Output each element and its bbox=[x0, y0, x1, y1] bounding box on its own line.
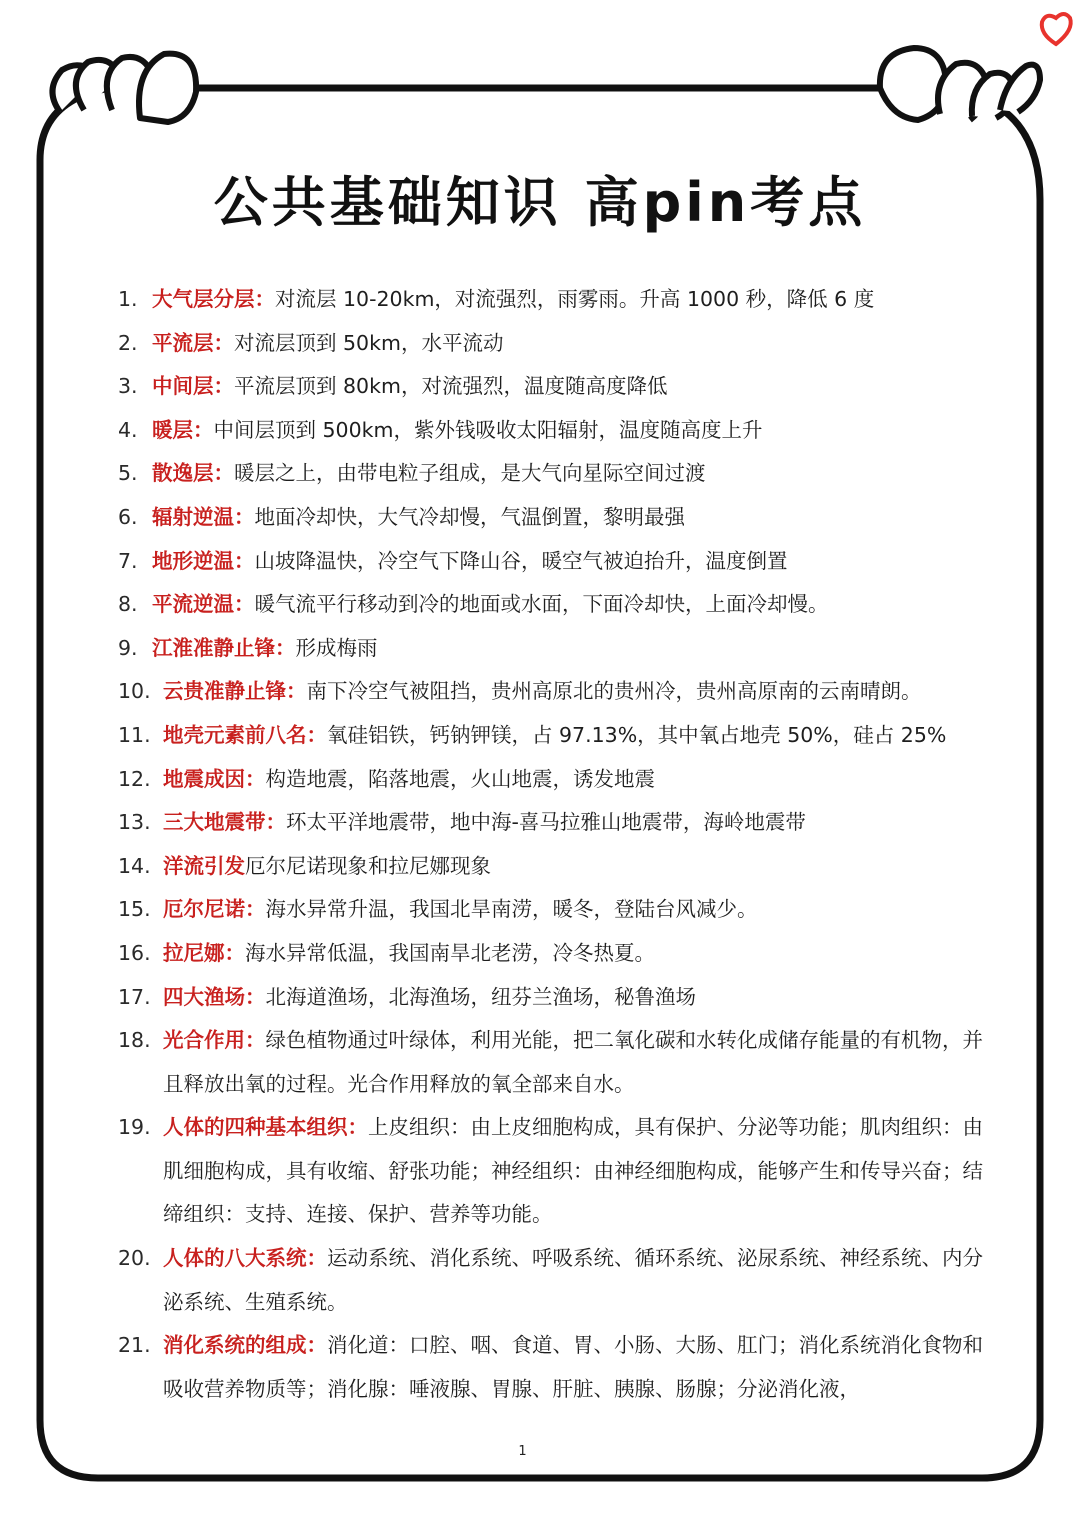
item-term: 云贵准静止锋： bbox=[163, 679, 307, 704]
item-term: 平流逆温： bbox=[152, 592, 255, 617]
list-item bbox=[118, 670, 998, 714]
item-term: 三大地震带： bbox=[163, 810, 286, 835]
list-item bbox=[118, 322, 998, 366]
list-item bbox=[118, 409, 998, 453]
item-text: 海水异常升温，我国北旱南涝，暖冬，登陆台风减少。 bbox=[265, 897, 758, 922]
item-number: 17. bbox=[118, 984, 151, 1009]
list-item bbox=[118, 540, 998, 584]
item-text: 形成梅雨 bbox=[295, 635, 378, 660]
item-term: 江淮准静止锋： bbox=[152, 635, 296, 660]
list-item bbox=[118, 1237, 998, 1324]
list-item bbox=[118, 801, 998, 845]
item-term: 人体的四种基本组织： bbox=[163, 1115, 368, 1140]
item-term: 辐射逆温： bbox=[152, 504, 255, 529]
item-text: 氧硅铝铁，钙钠钾镁，占 97.13%，其中氧占地壳 50%，硅占 25% bbox=[327, 722, 947, 747]
item-number: 16. bbox=[118, 940, 151, 965]
item-number: 13. bbox=[118, 810, 151, 835]
list-item bbox=[118, 452, 998, 496]
list-item bbox=[118, 1106, 998, 1237]
item-text: 地面冷却快，大气冷却慢，气温倒置，黎明最强 bbox=[254, 504, 685, 529]
heart-icon bbox=[1042, 14, 1071, 44]
item-number: 10. bbox=[118, 679, 151, 704]
list-item bbox=[118, 714, 998, 758]
item-term: 地壳元素前八名： bbox=[163, 722, 327, 747]
item-term: 人体的八大系统： bbox=[163, 1246, 327, 1271]
item-number: 19. bbox=[118, 1115, 151, 1140]
item-number: 3. bbox=[118, 374, 138, 399]
item-number: 14. bbox=[118, 853, 151, 878]
item-text: 海水异常低温，我国南旱北老涝，冷冬热夏。 bbox=[245, 940, 655, 965]
item-term: 光合作用： bbox=[163, 1028, 266, 1053]
item-text: 消化道：口腔、咽、食道、胃、小肠、大肠、肛门；消化系统消化食物和吸收营养物质等；消化腺：唾液腺、胃腺、肝脏、胰腺、肠腺；分泌消化液， bbox=[163, 1333, 983, 1401]
item-number: 9. bbox=[118, 635, 138, 660]
knowledge-list bbox=[118, 278, 998, 1411]
item-number: 5. bbox=[118, 461, 138, 486]
item-term: 地震成因： bbox=[163, 766, 266, 791]
item-text: 环太平洋地震带，地中海-喜马拉雅山地震带，海岭地震带 bbox=[286, 810, 806, 835]
page-title: 公共基础知识 高pin考点 bbox=[213, 171, 867, 234]
item-number: 20. bbox=[118, 1246, 151, 1271]
item-term: 消化系统的组成： bbox=[163, 1333, 327, 1358]
list-item bbox=[118, 845, 998, 889]
item-text: 南下冷空气被阻挡，贵州高原北的贵州冷，贵州高原南的云南晴朗。 bbox=[306, 679, 922, 704]
list-item bbox=[118, 888, 998, 932]
item-number: 2. bbox=[118, 330, 138, 355]
item-term: 厄尔尼诺： bbox=[163, 897, 266, 922]
list-item bbox=[118, 932, 998, 976]
list-item bbox=[118, 1324, 998, 1411]
list-item bbox=[118, 365, 998, 409]
list-item bbox=[118, 278, 998, 322]
list-item bbox=[118, 627, 998, 671]
item-term: 大气层分层： bbox=[152, 287, 275, 311]
item-number: 1. bbox=[118, 287, 138, 311]
item-text: 平流层顶到 80km，对流强烈，温度随高度降低 bbox=[234, 374, 668, 399]
item-term: 散逸层： bbox=[152, 461, 234, 486]
page-number: 1 bbox=[518, 1444, 527, 1459]
item-number: 12. bbox=[118, 766, 151, 791]
item-number: 15. bbox=[118, 897, 151, 922]
item-text: 运动系统、消化系统、呼吸系统、循环系统、泌尿系统、神经系统、内分泌系统、生殖系统。 bbox=[163, 1246, 983, 1314]
cartoon-hand-right-icon bbox=[880, 48, 1040, 120]
list-item bbox=[118, 583, 998, 627]
item-text: 构造地震，陷落地震，火山地震，诱发地震 bbox=[265, 766, 655, 791]
item-term: 中间层： bbox=[152, 374, 234, 399]
list-item bbox=[118, 1019, 998, 1106]
list-item bbox=[118, 976, 998, 1020]
item-text: 北海道渔场，北海渔场，纽芬兰渔场，秘鲁渔场 bbox=[265, 984, 696, 1009]
item-term: 平流层： bbox=[152, 330, 234, 355]
item-number: 7. bbox=[118, 548, 138, 573]
item-term: 地形逆温： bbox=[152, 548, 255, 573]
item-text: 中间层顶到 500km，紫外钱吸收太阳辐射，温度随高度上升 bbox=[213, 417, 763, 442]
item-text: 对流层顶到 50km，水平流动 bbox=[234, 330, 504, 355]
item-text: 上皮组织：由上皮细胞构成，具有保护、分泌等功能；肌肉组织：由肌细胞构成，具有收缩、舒张功能；神经组织：由神经细胞构成，能够产生和传导兴奋；结缔组织：支持、连接、保护、营养等功能。 bbox=[163, 1115, 983, 1227]
list-item bbox=[118, 496, 998, 540]
list-item bbox=[118, 758, 998, 802]
item-text: 暖气流平行移动到冷的地面或水面，下面冷却快，上面冷却慢。 bbox=[254, 592, 829, 617]
item-number: 11. bbox=[118, 722, 151, 747]
item-text: 暖层之上，由带电粒子组成，是大气向星际空间过渡 bbox=[234, 461, 706, 486]
item-term: 拉尼娜： bbox=[163, 940, 245, 965]
item-text: 绿色植物通过叶绿体，利用光能，把二氧化碳和水转化成储存能量的有机物，并且释放出氧的过程。光合作用释放的氧全部来自水。 bbox=[163, 1028, 983, 1096]
item-term: 暖层： bbox=[152, 417, 214, 442]
item-text: 对流层 10-20km，对流强烈，雨雾雨。升高 1000 秒，降低 6 度 bbox=[275, 287, 875, 311]
item-text: 厄尔尼诺现象和拉尼娜现象 bbox=[245, 853, 491, 878]
item-term: 洋流引发 bbox=[163, 853, 245, 878]
cartoon-hand-left-icon bbox=[52, 54, 196, 122]
item-text: 山坡降温快，冷空气下降山谷，暖空气被迫抬升，温度倒置 bbox=[254, 548, 788, 573]
item-number: 6. bbox=[118, 504, 138, 529]
item-number: 4. bbox=[118, 417, 138, 442]
item-number: 8. bbox=[118, 592, 138, 617]
item-number: 21. bbox=[118, 1333, 151, 1358]
item-number: 18. bbox=[118, 1028, 151, 1053]
item-term: 四大渔场： bbox=[163, 984, 266, 1009]
